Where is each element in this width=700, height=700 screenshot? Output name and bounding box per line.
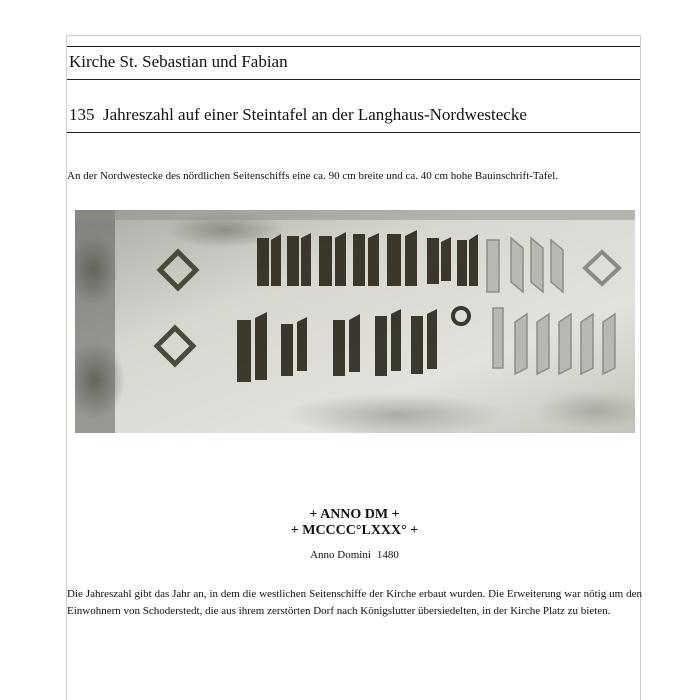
description-paragraph: Die Jahreszahl gibt das Jahr an, in dem die westlichen Seitenschiffe der Kirche erbaut wurden. Die Erweiterung war nötig um den Einwohnern von Schoderstedt, die aus ihrem zerstörten Dorf nach Königslutter übersiedelten, in der Kirche Platz zu bieten. xyxy=(67,588,642,617)
inscription-line-1: + ANNO DM + xyxy=(309,507,400,522)
inscription-transcription xyxy=(67,507,642,562)
title-rule xyxy=(67,79,640,80)
entry-number: 135 xyxy=(69,105,95,124)
translation-year: 1480 xyxy=(376,549,399,561)
inscription-line-2: + MCCCC°LXXX° + xyxy=(290,523,419,538)
top-rule xyxy=(67,46,640,47)
entry-title: Jahreszahl auf einer Steintafel an der Langhaus-Nordwestecke xyxy=(103,105,527,124)
intro-paragraph: An der Nordwestecke des nördlichen Seitenschiffs eine ca. 90 cm breite und ca. 40 cm hohe Bauinschrift-Tafel. xyxy=(67,170,559,182)
heading-rule xyxy=(67,132,640,133)
document-page xyxy=(66,35,641,700)
inscription-translation xyxy=(67,548,642,562)
church-title: Kirche St. Sebastian und Fabian xyxy=(69,52,288,71)
entry-heading xyxy=(69,105,527,125)
inscription-photo xyxy=(75,210,635,433)
translation-text: Anno Domini xyxy=(310,549,371,561)
